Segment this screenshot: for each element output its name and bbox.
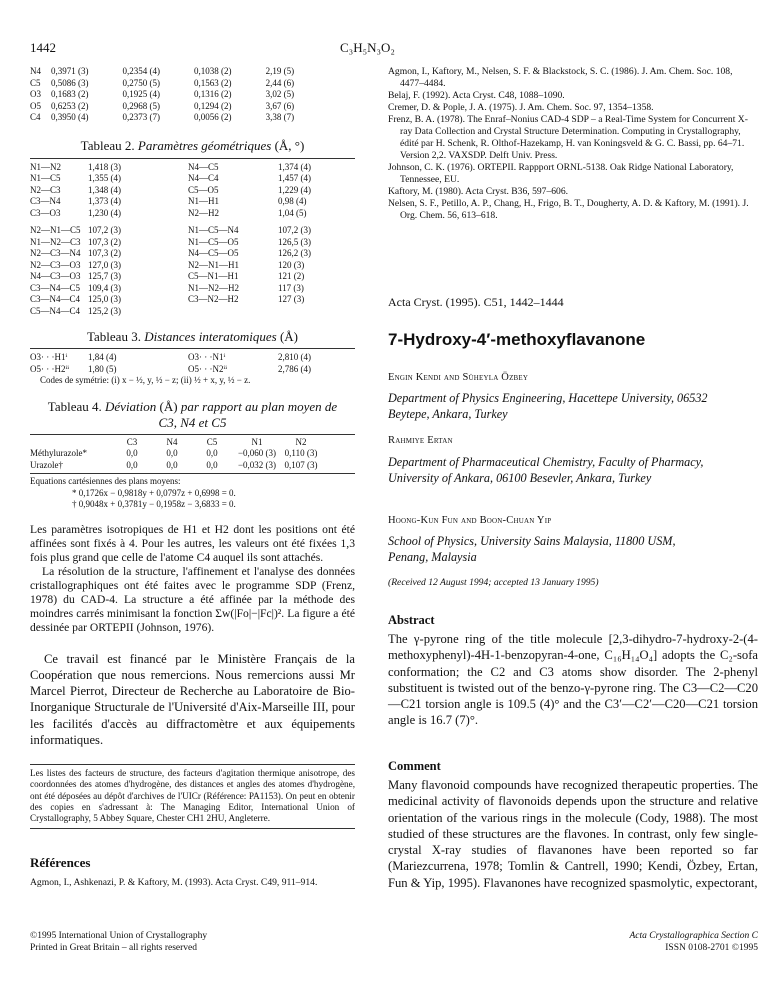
table-cell: 125,0 (3) [88,294,121,304]
coordinates-table [30,66,320,124]
symmetry-codes: Codes de symétrie: (i) x − ½, y, ½ − z; (ii) ½ + x, y, ½ − z. [40,375,251,385]
table-row [30,112,320,124]
table-cell: 0,1683 (2) [50,89,89,99]
table-row [30,101,320,113]
reference: Agmon, I., Ashkenazi, P. & Kaftory, M. (1993). Acta Cryst. C49, 911–914. [30,877,318,889]
table-cell: 1,80 (5) [88,363,117,374]
table-cell: 0,1316 (2) [194,89,232,99]
table-cell: O5· · ·H2ⁱⁱ [30,363,70,374]
table-cell: N2—C3—N4 [30,248,81,258]
table-row [30,78,320,90]
table-cell: 0,110 (3) [284,448,318,458]
table-cell: −0,060 (3) [237,448,277,458]
table-cell: N2—H2 [188,207,219,218]
table-row [30,352,355,364]
table-cell: 3,02 (5) [265,89,295,99]
table-cell: 117 (3) [278,282,304,293]
table-cell: 127 (3) [278,294,305,304]
table-cell: O3· · ·H1ⁱ [30,352,68,362]
abstract-heading: Abstract [388,613,435,627]
article-citation: Acta Cryst. (1995). C51, 1442–1444 [388,295,564,309]
comment-heading: Comment [388,759,441,773]
table-row [30,237,355,249]
table-cell: C5—N4—C4 [30,305,81,316]
reference: Nelsen, S. F., Petillo, A. P., Chang, H., Frigo, B. T., Dougherty, A. D. & Kaftory, M. (1991). J. Org. Chem. 56, 613–618. [388,198,749,221]
bonds-table [30,162,355,220]
distances-table [30,352,355,375]
table-cell: 1,348 (4) [88,184,121,195]
left-body-text [30,523,355,635]
table-cell: C3—N4—C5 [30,282,81,293]
deposition-footnote: Les listes des facteurs de structure, des facteurs d'agitation thermique anisotrope, des coordonnées des atomes d'hydrogène, des distances et angles des atomes d'hydrogène, ont été déposées au dépôt d'archives de l'UICr (Référence: PA1153). On peut en obtenir des copies en s'adressant à: The Managing Editor, International Union of Crystallography, 5 Abbey Square, Chester CH1 2HU, Angleterre. [30,768,355,824]
table-cell: N1—N2 [30,161,61,172]
reference: Frenz, B. A. (1978). The Enraf–Nonius CAD-4 SDP – a Real-Time System for Concurrent X-ray Data Collection and Crystal Structure Determination. Computing in Crystallography, édité par H. Schenk, R. Olthof-Hazekamp, H. van Koningsveld & G. C. Bassi, pp. 64–71. Version 2,2. VAXSDP. Delft Univ. Press. [388,114,748,161]
right-references [388,66,758,222]
table-cell: N4 [166,436,178,447]
angles-table [30,225,355,317]
table-cell: 0,107 (3) [284,459,318,470]
table-row [30,306,355,318]
table-cell: C5—N1—H1 [188,271,239,281]
references-heading: Références [30,855,91,871]
table-cell [188,306,278,318]
left-column [30,66,355,889]
table-row [30,460,320,472]
table-cell: 0,3950 (4) [50,112,89,122]
table-cell: 125,2 (3) [88,305,121,316]
table-cell: 3,38 (7) [265,112,295,122]
table-cell: N2 [295,436,307,447]
table-cell: 0,5086 (3) [50,77,89,88]
table-cell: 107,3 (2) [88,248,121,258]
table-cell: 120 (3) [278,259,305,270]
table-cell: N1—C5—N4 [188,225,239,235]
table-cell: N2—N1—C5 [30,225,81,235]
table-cell: O3 [30,89,41,99]
reference: Cremer, D. & Pople, J. A. (1975). J. Am. Chem. Soc. 97, 1354–1358. [388,102,654,113]
reference: Kaftory, M. (1980). Acta Cryst. B36, 597–606. [388,186,569,197]
table-cell: C3—N4—C4 [30,294,81,304]
table-cell: N1—N2—C3 [30,236,81,247]
table-cell: N1—C5—O5 [188,236,239,247]
table-cell: N2—C3—O3 [30,259,81,270]
table2-caption: Tableau 2. Paramètres géométriques (Å, °) [80,137,305,153]
table-cell: 1,418 (3) [88,161,121,172]
table-cell: 125,7 (3) [88,271,121,281]
table-cell: 0,1563 (2) [194,77,232,88]
running-formula: C₃H₅N₃O₂ [340,40,395,55]
table-row [30,448,320,460]
table-cell: C3—N2—H2 [188,294,239,304]
table-row [30,225,355,237]
affiliation-1: Department of Physics Engineering, Hacettepe University, 06532 Beytepe, Ankara, Turkey [388,391,708,421]
table-cell: N1—N2—H2 [188,282,239,293]
table-cell: 0,98 (4) [278,196,307,206]
table-cell: O5· · ·N2ⁱⁱ [188,363,228,374]
table-cell: 0,1038 (2) [194,66,232,76]
abstract-text: The γ-pyrone ring of the title molecule [2,3-dihydro-7-hydroxy-2-(4-methoxyphenyl)-4H-1-benzopyran-4-one, C₁₆H₁₄O₄] adopts the C₂-sofa conformation; the C2 and C3 atoms show disorder. The 2-phenyl substituent is twisted out of the benzo-γ-pyrone ring. The C3—C2—C20—C21 torsion angle is 109.5 (4)° and the C3′—C2′—C20—C21 torsion angle is 16.7 (7)°. [388,632,758,728]
table-cell: −0,032 (3) [237,459,277,470]
table-cell: 107,2 (3) [88,225,121,235]
table-cell: 0,1294 (2) [194,100,232,111]
authors-2: Rahmiye Ertan [388,435,453,446]
table-row [30,294,355,306]
table-cell: 1,457 (4) [278,173,311,183]
table-cell: C5 [30,77,41,88]
plane-equations-title: Equations cartésiennes des plans moyens: [30,476,181,486]
table-cell: 2,19 (5) [265,66,295,76]
acknowledgement: Ce travail est financé par le Ministère Français de la Coopération que nous remercions. Nous remercions aussi Mr Marcel Pierrot, Directeur de Recherche au Laboratoire de Bio-Inorganique Structurale de l'Université d'Aix-Marseille III, pour les facilités d'accès au diffractomètre et aux équipements informatiques. [30,651,355,747]
table-row [30,196,355,208]
table-cell: 1,374 (4) [278,161,311,172]
affiliation-2: Department of Pharmaceutical Chemistry, Faculty of Pharmacy, University of Ankara, 06100 Besevler, Ankara, Turkey [388,455,704,485]
table-row [30,248,355,260]
journal-footer: Acta Crystallographica Section C ISSN 0108-2701 ©1995 [629,931,758,953]
table-cell: 0,1925 (4) [122,89,161,99]
table-cell: 0,2750 (5) [122,77,161,88]
reference: Johnson, C. K. (1976). ORTEPII. Rappport ORNL-5138. Oak Ridge National Laboratory, Tennessee, EU. [388,162,734,185]
table-cell: 1,04 (5) [278,207,307,218]
table-row [30,364,355,376]
table-cell: O5 [30,100,41,111]
reference: Belaj, F. (1992). Acta Cryst. C48, 1088–1090. [388,90,565,101]
copyright: ©1995 International Union of Crystallography Printed in Great Britain – all rights reserved [30,931,208,953]
table-cell: N4—C5—O5 [188,248,239,258]
table-cell: C3 [126,436,138,447]
table-cell [278,306,355,318]
table-cell: 0,0 [126,448,138,458]
table-cell: O3· · ·N1ⁱ [188,352,226,362]
table-cell: N4—C4 [188,173,219,183]
table-cell: 1,373 (4) [88,196,121,206]
table-cell: C3—N4 [30,196,61,206]
table-cell: N2—N1—H1 [188,259,239,270]
paragraph: La résolution de la structure, l'affinement et l'analyse des données cristallographiques ont été faites avec le programme SDP (Frenz, 1978) du CAD-4. La structure a été affinée par la méthode des moindres carrés minimisant la fonction Σw(|Fo|−|Fc|)². La figure a été dessinée par ORTEPII (Johnson, 1976). [30,564,355,634]
table-cell: 0,2354 (4) [122,66,161,76]
table-cell [30,437,112,449]
comment-text: Many flavonoid compounds have recognized therapeutic properties. The medicinal activity of flavonoids depends upon the structure and relative orientation of the various rings in the molecule (Cody, 1988). The most studied of these structures are the flavones. In contrast, only few single-crystal X-ray studies of flavanones have been reported so far (Mariezcurrena, 1978; Tomlin & Cantrell, 1990; Kendi, Özbey, Ertan, Fun & Yip, 1995). Flavanones have recognized spasmolytic, expectorant, [388,778,758,890]
deviation-table [30,437,320,472]
authors-3: Hoong-Kun Fun and Boon-Chuan Yip [388,515,552,526]
plane-equation-1: * 0,1726x − 0,9818y + 0,0797z + 0,6998 = 0. [72,487,236,498]
table-cell: 2,44 (6) [265,77,295,88]
table-row [30,185,355,197]
table-cell: 127,0 (3) [88,259,121,270]
table-row [30,89,320,101]
table-cell: N4—C3—O3 [30,271,81,281]
table-row [30,162,355,174]
plane-equation-2: † 0,9048x + 0,3781y − 0,1958z − 3,6833 = 0. [72,499,236,509]
table-cell: N2—C3 [30,184,61,195]
table-cell: 1,229 (4) [278,184,311,195]
received-dates: (Received 12 August 1994; accepted 13 January 1995) [388,577,599,588]
page-number: 1442 [30,40,56,55]
table-cell: 109,4 (3) [88,282,121,293]
table-cell: 1,84 (4) [88,352,117,362]
table-row [30,208,355,220]
table-cell: 126,2 (3) [278,248,311,258]
table4-caption: Tableau 4. Déviation (Å) par rapport au plan moyen de C3, N4 et C5 [47,398,338,430]
table-cell: N1—H1 [188,196,219,206]
table-cell: 0,0 [206,459,218,470]
table-cell: 107,3 (2) [88,236,121,247]
table-cell: 0,6253 (2) [50,100,89,111]
table-cell: 126,5 (3) [278,236,311,247]
table-cell: 3,67 (6) [265,100,295,111]
table-cell: C5—O5 [188,184,219,195]
table-cell: Urazole† [30,459,63,470]
article-title: 7-Hydroxy-4′-methoxyflavanone [388,330,646,349]
table-row [30,260,355,272]
right-column [388,66,758,222]
table-cell: 121 (2) [278,271,305,281]
table-cell: N4 [30,66,41,76]
table-cell: 0,2373 (7) [122,112,161,122]
table-cell: 1,230 (4) [88,207,121,218]
table-row [30,283,355,295]
table-cell: 0,0 [166,459,178,470]
paragraph: Les paramètres isotropiques de H1 et H2 dont les positions ont été affinées sont fixés à 4. Pour les autres, les valeurs ont été fixées 1,3 fois plus grand que celle de l'atome C4 auquel ils sont attachés. [30,522,355,564]
table-cell: 0,0 [166,448,178,458]
table-row [30,271,355,283]
table-cell: 1,355 (4) [88,173,121,183]
table-cell: C5 [206,436,218,447]
table-cell: C4 [30,112,41,122]
table-cell: N1 [251,436,263,447]
table-cell: N1—C5 [30,173,61,183]
table-cell: 107,2 (3) [278,225,311,235]
authors-1: Engin Kendi and Süheyla Özbey [388,372,529,383]
table-cell: N4—C5 [188,161,219,172]
table-cell: 0,2968 (5) [122,100,161,111]
table-cell: 0,3971 (3) [50,66,89,76]
affiliation-3: School of Physics, University Sains Malaysia, 11800 USM, Penang, Malaysia [388,534,676,564]
table-cell: 0,0 [206,448,218,458]
table-header-row [30,437,320,449]
table-cell: 0,0056 (2) [194,112,232,122]
table-row [30,66,320,78]
table-cell: C3—O3 [30,207,61,218]
table-row [30,173,355,185]
reference: Agmon, I., Kaftory, M., Nelsen, S. F. & Blackstock, S. C. (1986). J. Am. Chem. Soc. 108, 4477–4484. [388,66,733,89]
table3-caption: Tableau 3. Distances interatomiques (Å) [86,329,299,344]
table-cell: 0,0 [126,459,138,470]
table-cell: Méthylurazole* [30,448,87,458]
table-cell: 2,786 (4) [278,363,311,374]
table-cell: 2,810 (4) [278,352,311,362]
